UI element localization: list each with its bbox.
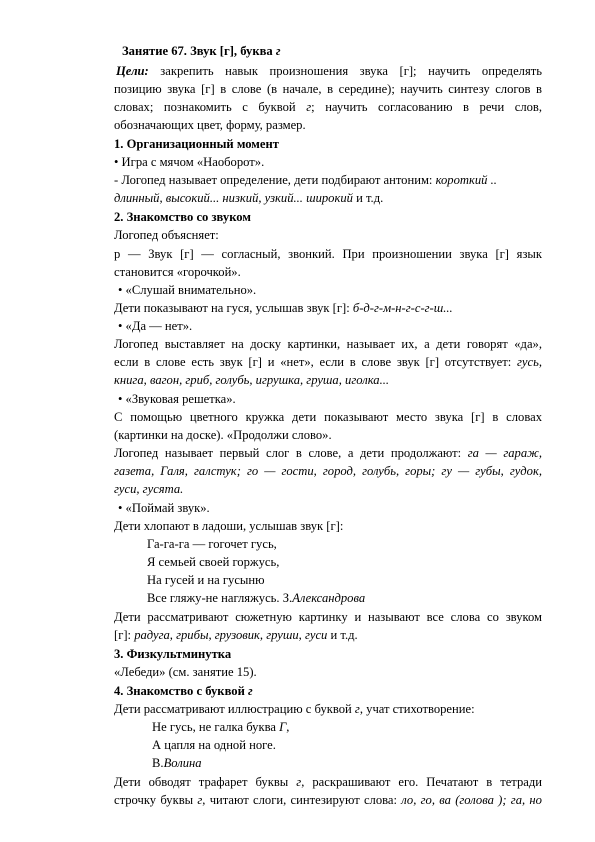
syllable-line-1: Логопед называет первый слог в слове, а дети продолжают: га — гараж, [114,446,542,460]
antonym-line-2: длинный, высокий... низкий, узкий... широкий и т.д. [114,191,384,205]
catch-sound-text: Дети хлопают в ладоши, услышав звук [г]: [114,519,344,533]
poem-line-2: Я семьей своей горжусь, [147,555,280,569]
letter-poem-line-2: А цапля на одной ноге. [152,738,276,752]
lesson-title: Занятие 67. Звук [г], буква г [122,44,281,58]
goals-line-3: словах; познакомить с буквой г; научить согласованию в речи слов, [114,100,543,114]
syllable-line-3: гуси, гусята. [114,482,184,496]
section-1-heading: 1. Организационный момент [114,137,279,151]
game-yes-no: • «Да — нет». [118,319,193,333]
plot-picture-line-2: [г]: радуга, грибы, грузовик, груши, гуси и т.д. [114,628,358,642]
section-3-text: «Лебеди» (см. занятие 15). [114,665,257,679]
yes-no-line-3: книга, вагон, гриб, голубь, игрушка, груша, иголка... [114,373,390,387]
letter-illustration-line: Дети рассматривают иллюстрацию с буквой г, учат стихотворение: [114,702,475,716]
stencil-line-2: строчку буквы г, читают слоги, синтезируют слова: ло, го, ва (голова ); га, но [114,793,542,807]
explains-line: Логопед объясняет: [114,228,219,242]
section-3-heading: 3. Физкультминутка [114,647,232,661]
yes-no-line-1: Логопед выставляет на доску картинки, называет их, а дети говорят «да», [114,337,542,351]
game-sound-grid: • «Звуковая решетка». [118,392,236,406]
definition-line-2: становится «горочкой». [114,265,241,279]
sound-grid-line-2: (картинки на доске). «Продолжи слово». [114,428,332,442]
game-listen: • «Слушай внимательно». [118,283,257,297]
game-listen-text: Дети показывают на гуся, услышав звук [г]: б-д-г-м-н-г-с-г-ш... [114,301,453,315]
stencil-line-1: Дети обводят трафарет буквы г, раскрашивают его. Печатают в тетради [114,775,542,789]
game-catch-sound: • «Поймай звук». [118,501,210,515]
poem-line-1: Га-га-га — гогочет гусь, [147,537,277,551]
yes-no-line-2: если в слове есть звук [г] и «нет», если в слове звук [г] отсутствует: гусь, [114,355,542,369]
goals-line-4: обозначающих цвет, форму, размер. [114,118,306,132]
antonym-line-1: - Логопед называет определение, дети подбирают антоним: короткий .. [114,173,497,187]
definition-line-1: р — Звук [г] — согласный, звонкий. При произношении звука [г] язык [114,247,542,261]
game-naoborot: • Игра с мячом «Наоборот». [114,155,265,169]
goals-line-1: Цели: закрепить навык произношения звука [г]; научить определять [116,64,542,78]
goals-line-2: позицию звука [г] в слове (в начале, в середине); научить синтезу слогов в [114,82,542,96]
section-2-heading: 2. Знакомство со звуком [114,210,251,224]
poem-line-3: На гусей и на гусыню [147,573,265,587]
section-4-heading: 4. Знакомство с буквой г [114,684,253,698]
poem-line-4: Все гляжу-не нагляжусь. З.Александрова [147,591,366,605]
sound-grid-line-1: С помощью цветного кружка дети показывают место звука [г] в словах [114,410,542,424]
letter-poem-line-1: Не гусь, не галка буква Г, [152,720,290,734]
letter-poem-author: В.Волина [152,756,202,770]
syllable-line-2: газета, Галя, галстук; го — гости, город, голубь, горы; гу — губы, гудок, [114,464,542,478]
plot-picture-line-1: Дети рассматривают сюжетную картинку и называют все слова со звуком [114,610,542,624]
